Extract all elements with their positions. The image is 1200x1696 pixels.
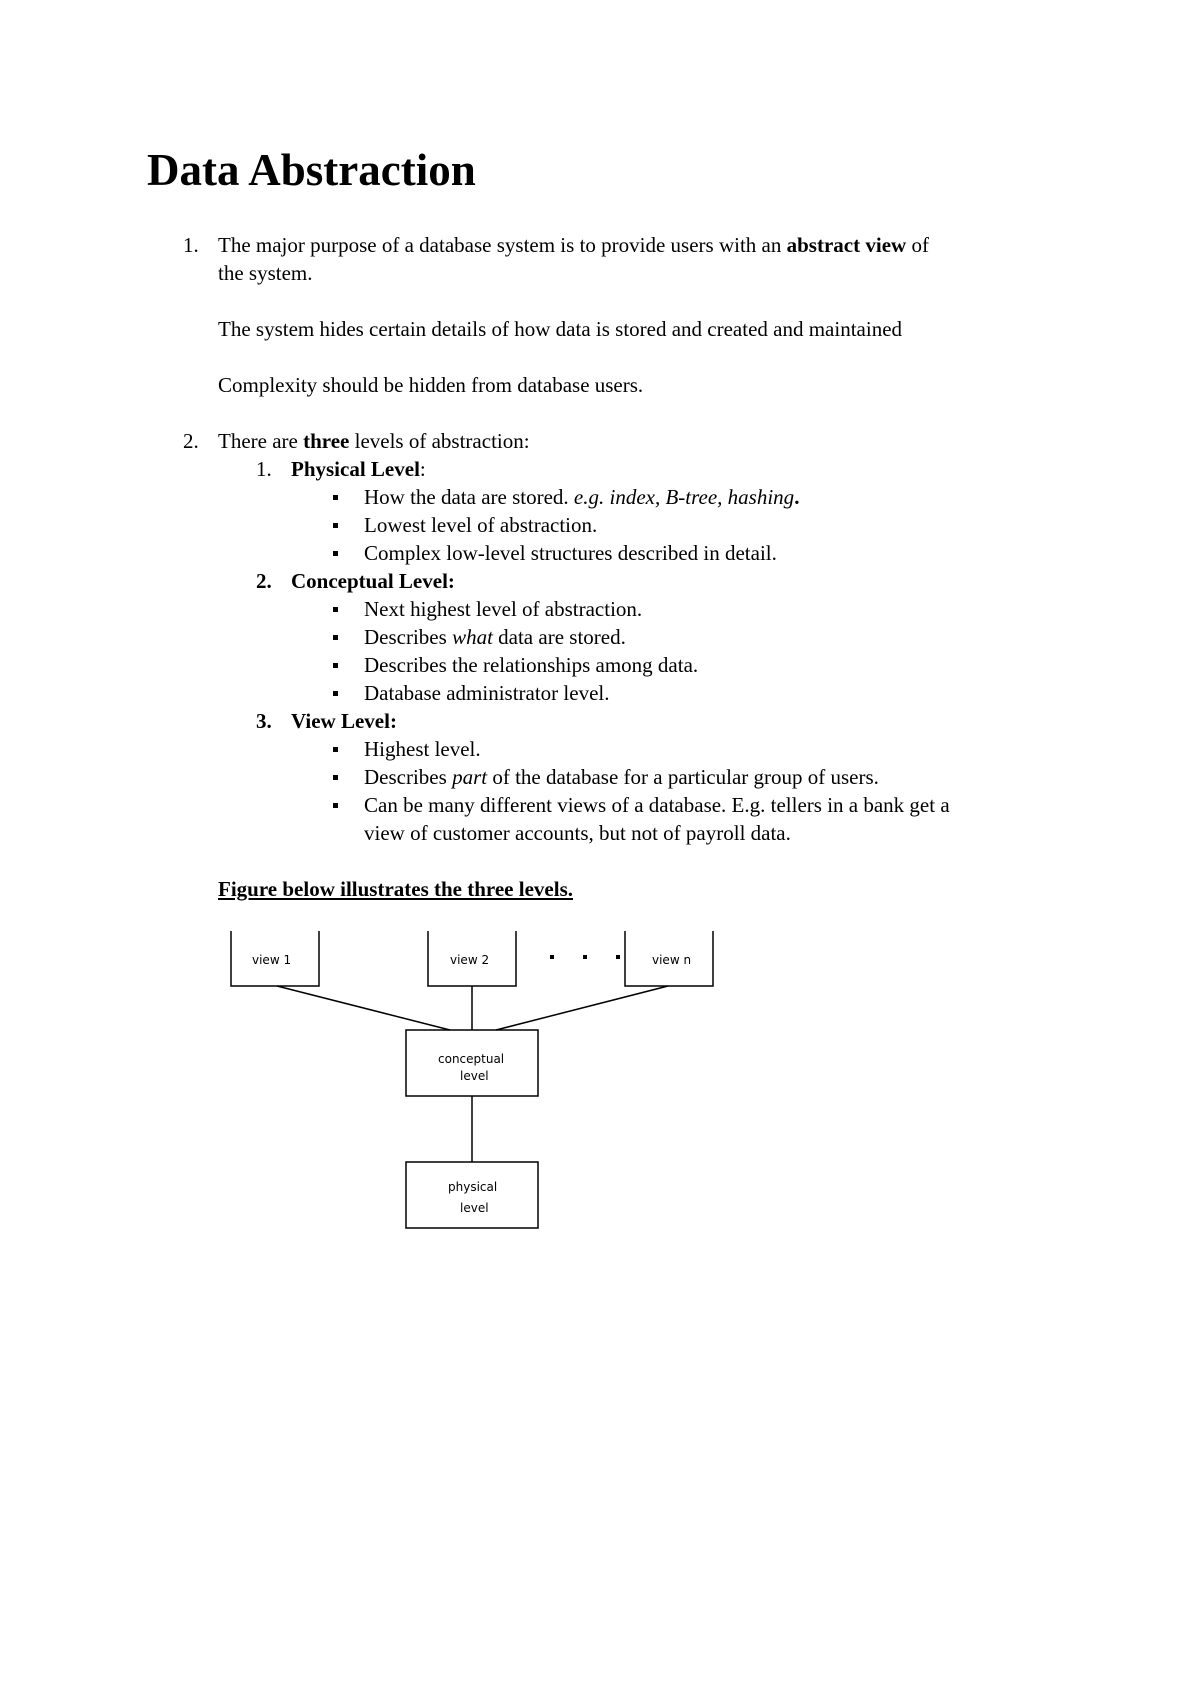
- physical-level-box: [406, 1162, 538, 1228]
- dot: [616, 955, 620, 959]
- bullet-text-end: data are stored.: [492, 625, 626, 649]
- conceptual-bullet-3: Describes the relationships among data.: [364, 653, 699, 677]
- connector-viewn: [496, 986, 668, 1030]
- physical-bullet-2: Lowest level of abstraction.: [364, 513, 598, 537]
- item1-paragraph-2: The system hides certain details of how data is stored and created and maintained: [218, 317, 903, 341]
- figure-caption: Figure below illustrates the three levels.: [218, 877, 573, 901]
- conceptual-level-heading: Conceptual Level:: [291, 569, 455, 593]
- bullet-italic: what: [452, 625, 493, 649]
- bullet-text: Describes: [364, 625, 453, 649]
- list-number-2: 2.: [183, 429, 199, 453]
- item1-text-end: of: [906, 233, 929, 257]
- conceptual-label-line2: level: [460, 1069, 489, 1083]
- physical-level-name: Physical Level: [291, 457, 420, 481]
- item1-paragraph-3: Complexity should be hidden from database users.: [218, 373, 644, 397]
- view-1-label: view 1: [252, 953, 292, 967]
- item1-text: The major purpose of a database system is to provide users with an: [218, 233, 787, 257]
- bullet-tail: .: [794, 485, 800, 509]
- physical-level-suffix: :: [419, 457, 426, 481]
- item1-line2: the system.: [218, 261, 313, 285]
- bullet-text: Describes: [364, 765, 453, 789]
- view-level-heading: View Level:: [291, 709, 397, 733]
- physical-label-line2: level: [460, 1201, 489, 1215]
- ellipsis-dots: [550, 955, 620, 959]
- bullet-text: How the data are stored.: [364, 485, 574, 509]
- dot: [583, 955, 587, 959]
- bullet-text-end: of the database for a particular group of users.: [487, 765, 879, 789]
- view-2-label: view 2: [450, 953, 490, 967]
- conceptual-bullet-1: Next highest level of abstraction.: [364, 597, 643, 621]
- sublist-number-3: 3.: [256, 709, 272, 733]
- view-bullet-3-line1: Can be many different views of a database. E.g. tellers in a bank get a: [364, 793, 950, 817]
- sublist-number-1: 1.: [256, 457, 272, 481]
- bullet-italic: e.g.: [573, 485, 605, 509]
- conceptual-label-line1: conceptual: [438, 1052, 505, 1066]
- sublist-number-2: 2.: [256, 569, 272, 593]
- dot: [550, 955, 554, 959]
- view-n-label: view n: [652, 953, 692, 967]
- bullet-italic-2: index, B-tree, hashing: [604, 485, 795, 509]
- physical-label-line1: physical: [448, 1180, 498, 1194]
- list-number-1: 1.: [183, 233, 199, 257]
- conceptual-bullet-4: Database administrator level.: [364, 681, 610, 705]
- page-title: Data Abstraction: [147, 145, 476, 195]
- physical-bullet-3: Complex low-level structures described in detail.: [364, 541, 777, 565]
- view-bullet-1: Highest level.: [364, 737, 481, 761]
- item1-bold: abstract view: [786, 233, 907, 257]
- connector-view1: [277, 986, 450, 1030]
- item2-text-end: levels of abstraction:: [349, 429, 530, 453]
- view-bullet-3-line2: view of customer accounts, but not of payroll data.: [364, 821, 791, 845]
- item2-bold: three: [303, 429, 350, 453]
- item2-text: There are: [218, 429, 304, 453]
- bullet-italic: part: [452, 765, 488, 789]
